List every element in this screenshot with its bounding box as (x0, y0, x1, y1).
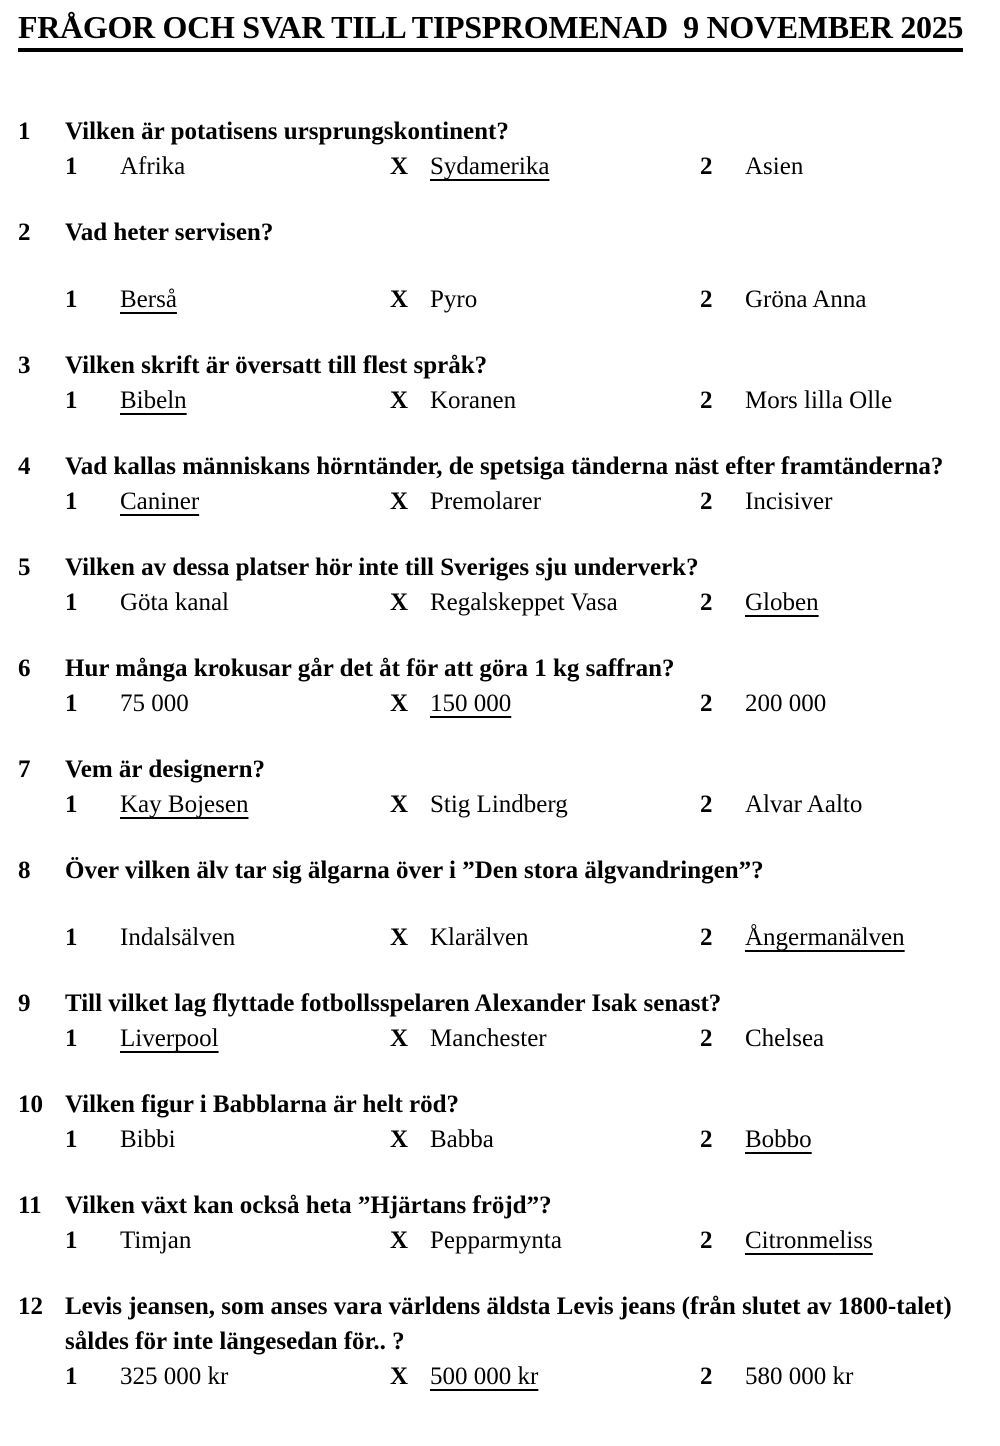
question-number: 8 (18, 857, 31, 885)
question-block (18, 449, 960, 519)
correct-answer-text: Ångermanälven (745, 924, 905, 952)
correct-answer-text: Globen (745, 589, 819, 617)
question-block (18, 986, 960, 1056)
question-block (18, 651, 960, 721)
question-body (65, 1087, 960, 1157)
option-text: Pepparmynta (430, 1227, 562, 1255)
option-marker: 2 (700, 488, 713, 516)
question-block (18, 348, 960, 418)
option-text: Indalsälven (120, 924, 236, 952)
option-text: 580 000 kr (745, 1363, 854, 1391)
option-text: Chelsea (745, 1025, 825, 1053)
option-marker: 2 (700, 690, 713, 718)
question-text: Vad heter servisen? (65, 219, 274, 247)
question-block (18, 215, 960, 317)
correct-answer-text: 500 000 kr (430, 1363, 539, 1391)
options-row (65, 1224, 960, 1258)
option-marker: 2 (700, 1363, 713, 1391)
option-text: Regalskeppet Vasa (430, 589, 618, 617)
question-block (18, 1087, 960, 1157)
option-marker: X (390, 153, 409, 181)
question-block (18, 550, 960, 620)
option-marker: 2 (700, 589, 713, 617)
option-text: Premolarer (430, 488, 542, 516)
option-text: Babba (430, 1126, 494, 1154)
question-body (65, 651, 960, 721)
option-marker: 1 (65, 589, 78, 617)
correct-answer-text: Citronmeliss (745, 1227, 873, 1255)
options-row (65, 283, 960, 317)
option-marker: 1 (65, 1126, 78, 1154)
question-body (65, 215, 960, 317)
correct-answer-text: Liverpool (120, 1025, 219, 1053)
question-text: Över vilken älv tar sig älgarna över i ”Den stora älgvandringen”? (65, 857, 764, 885)
option-marker: X (390, 924, 409, 952)
option-marker: 1 (65, 1025, 78, 1053)
question-body (65, 752, 960, 822)
option-text: Timjan (120, 1227, 192, 1255)
question-number: 3 (18, 352, 31, 380)
correct-answer-text: 150 000 (430, 690, 512, 718)
question-text: Vad kallas människans hörntänder, de spetsiga tänderna näst efter framtänderna? (65, 453, 944, 481)
option-text: Pyro (430, 286, 478, 314)
question-number: 11 (18, 1192, 42, 1220)
question-number: 10 (18, 1091, 43, 1119)
option-text: 200 000 (745, 690, 827, 718)
question-text: Levis jeansen, som anses vara världens äldsta Levis jeans (från slutet av 1800-talet) såldes för inte längesedan för.. ? (65, 1293, 952, 1356)
option-text: Incisiver (745, 488, 833, 516)
options-row (65, 1360, 960, 1394)
option-text: 75 000 (120, 690, 189, 718)
option-marker: X (390, 791, 409, 819)
option-marker: 2 (700, 153, 713, 181)
question-block (18, 114, 960, 184)
correct-answer-text: Bobbo (745, 1126, 812, 1154)
option-text: Asien (745, 153, 804, 181)
correct-answer-text: Bibeln (120, 387, 187, 415)
option-text: Alvar Aalto (745, 791, 863, 819)
question-body (65, 1289, 960, 1394)
question-block (18, 1188, 960, 1258)
question-block (18, 752, 960, 822)
options-row (65, 384, 960, 418)
option-marker: 1 (65, 791, 78, 819)
option-marker: X (390, 1025, 409, 1053)
option-text: Gröna Anna (745, 286, 867, 314)
question-body (65, 550, 960, 620)
option-marker: 1 (65, 153, 78, 181)
option-marker: 2 (700, 1227, 713, 1255)
correct-answer-text: Berså (120, 286, 177, 314)
option-marker: X (390, 488, 409, 516)
question-number: 4 (18, 453, 31, 481)
question-number: 7 (18, 756, 31, 784)
question-text: Vem är designern? (65, 756, 265, 784)
question-text: Till vilket lag flyttade fotbollsspelaren Alexander Isak senast? (65, 990, 722, 1018)
option-marker: X (390, 387, 409, 415)
correct-answer-text: Sydamerika (430, 153, 550, 181)
option-marker: X (390, 1363, 409, 1391)
question-block (18, 853, 960, 955)
question-body (65, 348, 960, 418)
option-text: Koranen (430, 387, 517, 415)
question-block (18, 1289, 960, 1394)
question-body (65, 449, 960, 519)
option-text: Afrika (120, 153, 186, 181)
question-body (65, 853, 960, 955)
correct-answer-text: Caniner (120, 488, 200, 516)
question-number: 1 (18, 118, 31, 146)
option-text: Göta kanal (120, 589, 229, 617)
options-row (65, 687, 960, 721)
option-marker: 2 (700, 791, 713, 819)
option-marker: 2 (700, 1126, 713, 1154)
option-marker: 1 (65, 690, 78, 718)
options-row (65, 586, 960, 620)
option-marker: X (390, 1126, 409, 1154)
question-text: Hur många krokusar går det åt för att göra 1 kg saffran? (65, 655, 675, 683)
option-marker: 1 (65, 924, 78, 952)
document-title: FRÅGOR OCH SVAR TILL TIPSPROMENAD 9 NOVEMBER 2025 (18, 10, 963, 52)
options-row (65, 1123, 960, 1157)
question-text: Vilken skrift är översatt till flest språk? (65, 352, 488, 380)
option-marker: 2 (700, 387, 713, 415)
option-text: Mors lilla Olle (745, 387, 893, 415)
correct-answer-text: Kay Bojesen (120, 791, 249, 819)
question-text: Vilken av dessa platser hör inte till Sveriges sju underverk? (65, 554, 699, 582)
option-marker: 1 (65, 286, 78, 314)
question-number: 2 (18, 219, 31, 247)
option-text: 325 000 kr (120, 1363, 229, 1391)
question-number: 5 (18, 554, 31, 582)
option-text: Klarälven (430, 924, 529, 952)
question-number: 9 (18, 990, 31, 1018)
options-row (65, 788, 960, 822)
question-list (18, 114, 960, 1394)
question-body (65, 986, 960, 1056)
option-marker: X (390, 286, 409, 314)
question-number: 12 (18, 1293, 43, 1321)
option-marker: 1 (65, 1363, 78, 1391)
option-marker: 2 (700, 286, 713, 314)
option-marker: X (390, 589, 409, 617)
option-marker: 2 (700, 1025, 713, 1053)
option-marker: 1 (65, 387, 78, 415)
option-text: Stig Lindberg (430, 791, 568, 819)
options-row (65, 485, 960, 519)
option-marker: 1 (65, 488, 78, 516)
options-row (65, 1022, 960, 1056)
question-text: Vilken figur i Babblarna är helt röd? (65, 1091, 460, 1119)
question-text: Vilken är potatisens ursprungskontinent? (65, 118, 509, 146)
question-body (65, 114, 960, 184)
question-number: 6 (18, 655, 31, 683)
question-body (65, 1188, 960, 1258)
option-marker: X (390, 1227, 409, 1255)
option-text: Bibbi (120, 1126, 176, 1154)
option-marker: X (390, 690, 409, 718)
question-text: Vilken växt kan också heta ”Hjärtans fröjd”? (65, 1192, 552, 1220)
options-row (65, 921, 960, 955)
option-marker: 2 (700, 924, 713, 952)
option-marker: 1 (65, 1227, 78, 1255)
options-row (65, 150, 960, 184)
option-text: Manchester (430, 1025, 547, 1053)
